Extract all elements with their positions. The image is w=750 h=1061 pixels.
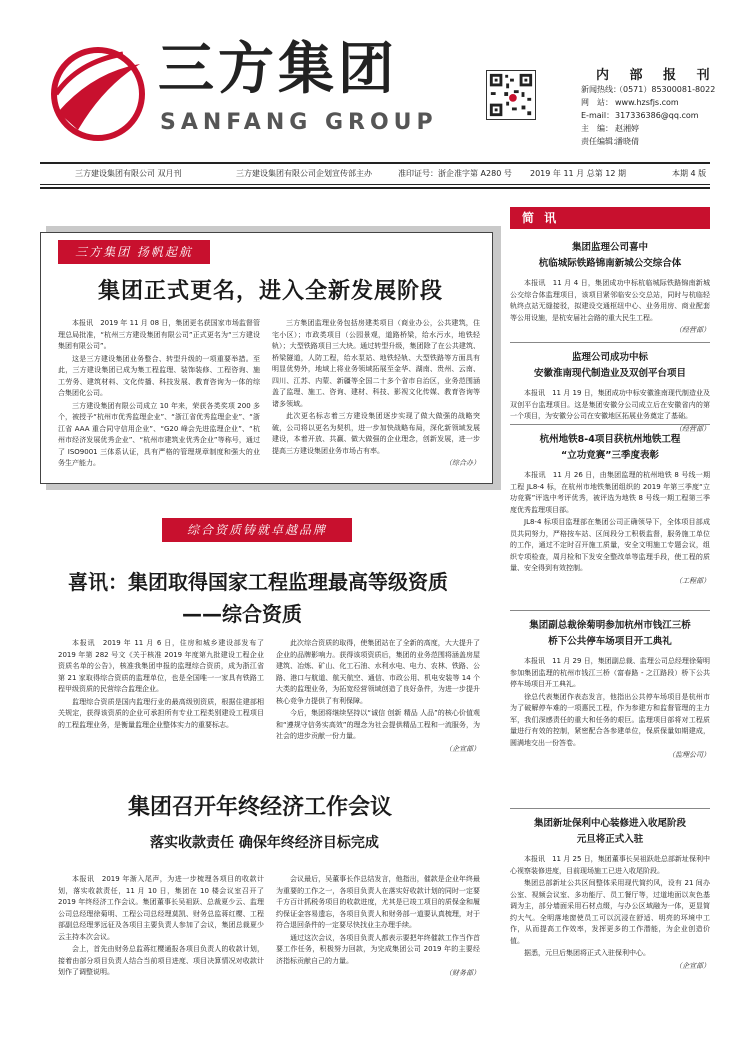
issue-date: 2019 年 11 月 总第 12 期 (530, 169, 626, 178)
responsible-editor-label: 责任编辑： (581, 137, 621, 146)
paragraph: 这是三方建设集团业务整合、转型升级的一项重要举措。至此，三方建设集团已成为集工程监理、装饰装修、工程咨询、施工劳务、建筑材料、文化传播、科技发展、教育咨询为一体的综合集团化公司。 (58, 354, 260, 397)
article1-col2 (272, 318, 480, 471)
qr-code-icon (486, 70, 536, 120)
logo-swoosh-icon (48, 42, 148, 142)
brief-divider (510, 808, 710, 809)
paragraph: 三方集团监理业务包括房建类项目（商业办公，公共建筑，住宅小区）；市政类项目（公园景观，道路桥梁，给水污水，地铁轻轨）；大型铁路项目三大块。通过转型升级，集团除了在公共建筑、桥梁隧道，人防工程，给水泵站、地铁轻轨、大型铁路等方面具有明显优势外，地域上将业务领域拓展至金华、湖南、贵州、云南、四川、江苏、内蒙、新疆等全国二十多个省市自治区，业务范围涵盖了监理、施工、咨询、建材、科技、影视文化传媒、教育咨询等诸多领域。 (272, 319, 480, 408)
brief-title-line: 监理公司成功中标 (571, 352, 648, 363)
brief-author: （经营部） (675, 424, 710, 433)
brief-title-line: “立功竞赛”三季度表彰 (561, 450, 659, 461)
article2-col2 (276, 638, 480, 756)
brief-title-line: 杭州地铁8-4项目获杭州地铁工程 (539, 434, 681, 445)
issue-pages: 本期 4 版 (672, 169, 707, 178)
paragraph: 本报讯 11 月 29 日，集团副总裁、监理公司总经理徐菊明参加集团监理的杭州市钱江三桥（富春路 - 之江路段）桥下公共停车场项目开工典礼。 (510, 657, 710, 688)
brief-title-line: 桥下公共停车场项目开工典礼 (548, 636, 672, 647)
paragraph: 监理综合资质是国内监理行业的最高级别资质，根据住建部相关规定，获得该资质的企业可承担所有专业工程类别建设工程项目的工程监理业务，是衡量监理企业整体实力的重要标志。 (58, 697, 264, 729)
paragraph: 此次综合资质的取得，使集团站在了全新的高度，大大提升了企业的品牌影响力。获得该项资质后，集团的业务范围将涵盖房屋建筑、冶炼、矿山、化工石油、水利水电、电力、农林、铁路、公路、港口与航道、航天航空、通信、市政公用、机电安装等 14 个大类的监理业务，为拓宽经营领域创造了良好条件，为进一步提升核心竞争力提供了有利保障。 (276, 639, 480, 705)
brief-author: （工程部） (675, 576, 710, 585)
paragraph: 据悉，元旦后集团将正式入驻保利中心。 (524, 949, 650, 957)
brief-title-line: 集团监理公司喜中 (571, 242, 648, 253)
paragraph: 本报讯 11 月 4 日，集团成功中标杭临城际铁路锦南新城公交综合体监理项目，该项目紧邻临安公交总站，同时与杭临轻轨终点站无缝接驳，拟建设交通枢纽中心、业务用房、商业配套等公用设施，是杭安届社会路的重大民生工程。 (510, 279, 710, 322)
article2-author: （企宣部） (445, 744, 480, 753)
website-label: 网 站： (581, 98, 613, 107)
paragraph: 今后，集团将继续坚持以“诚信 创新 精品 人品”的核心价值观和“遵规守信务实高效”的理念为社会提供精品工程和一流服务，为社会的进步贡献一份力量。 (276, 709, 480, 740)
issue-publisher: 三方建设集团有限公司 双月刊 (75, 169, 182, 178)
news-brief-header-label: 简 讯 (522, 211, 560, 225)
article1-banner: 三方集团 扬帆起航 (58, 240, 210, 264)
brief-item (510, 240, 710, 338)
email-label: E-mail： (581, 111, 615, 120)
brand-name-cn: 三方集团 (158, 37, 398, 102)
paragraph: 集团总部新址公共区间整体采用现代简约风，设有 21 间办公室、视频会议室、多功能厅、员工餐厅等，过道地面以灰色基调为主，部分墙面采用石材点缀，与办公区域融为一体，更显简约大气。全明落地窗使员工可以沉浸在舒适、明亮的环境中工作，从而提高工作效率，发挥更多的工作潜能，为企业创造价值。 (510, 879, 710, 945)
brief-author: （经营部） (675, 326, 710, 334)
paragraph: 本报讯 2019 年 11 月 08 日，集团更名获国家市场监督管理总局批准，“杭州三方建设集团有限公司”正式更名为“三方建设集团有限公司”。 (58, 319, 260, 350)
brand-name-en: SANFANG GROUP (160, 110, 438, 135)
article3-col1 (58, 874, 264, 980)
brief-divider (510, 610, 710, 611)
article3-author: （财务部） (445, 969, 480, 977)
issue-permit: 准印证号：浙企准字第 A280 号 (398, 169, 512, 178)
brief-title-line: 元旦将正式入驻 (576, 834, 644, 845)
hotline-value: （0571）85300081-8022 (615, 85, 716, 94)
brief-body (510, 388, 710, 435)
hotline-label: 新闻热线： (581, 85, 621, 94)
responsible-editor-line (581, 136, 639, 148)
website-value: www.hzsfjs.com (615, 98, 679, 107)
issue-organizer: 三方建设集团有限公司企划宣传部主办 (236, 169, 372, 178)
brief-item (510, 816, 710, 973)
brief-author: （企宣部） (675, 961, 710, 970)
article3-col2 (276, 874, 480, 981)
email-line (581, 110, 699, 122)
issue-rule-bottom (40, 187, 710, 189)
editor-in-chief-value: 赵湘婷 (615, 124, 639, 133)
news-brief-header (510, 207, 710, 229)
brief-title-line: 集团副总裁徐菊明参加杭州市钱江三桥 (529, 620, 691, 631)
article3-headline: 集团召开年终经济工作会议 (128, 795, 393, 820)
article1-author: （综合办） (445, 459, 480, 467)
article2-headline-line1: 喜讯：集团取得国家工程监理最高等级资质 (68, 570, 448, 594)
paragraph: 本报讯 11 月 26 日，由集团监理的杭州地铁 8 号线一期工程 JL8-4 标，在杭州市地铁集团组织的 2019 年第三季度“立功竞赛”评选中考评优秀，被评选为地铁 8 号线一期工程第三季度优秀监理项目部。 (510, 471, 710, 514)
paragraph: 会议最后，吴董事长作总结发言，他指出，催款是企业年终最为重要的工作之一，各项目负责人在落实好收款计划的同时一定要千方百计抓税务项目的收款进度，尤其是已竣工项目的质保金和履约保证金容易遗忘，各项目负责人和财务部一道要认真梳理，对于符合退回条件的一定要尽快找业主办理手续。 (276, 875, 480, 929)
issue-rule-top (40, 184, 710, 185)
brief-body (510, 656, 710, 762)
brief-title-line: 杭临城际铁路锦南新城公交综合体 (538, 258, 682, 269)
brief-title-line: 安徽淮南现代制造业及双创平台项目 (533, 368, 686, 379)
hotline-line (581, 84, 715, 96)
brief-body (510, 470, 710, 587)
website-line (581, 97, 679, 109)
internal-publication-label: 内 部 报 刊 (596, 68, 718, 83)
brief-body (510, 854, 710, 972)
brief-item (510, 432, 710, 588)
email-value: 317336386@qq.com (615, 111, 699, 120)
brief-item (510, 618, 710, 763)
masthead-rule (40, 162, 710, 164)
paragraph: 会上，首先由财务总监蒋红樱通报各项目负责人的收款计划，接着由部分项目负责人结合当前项目进度、项目决算情况对收款计划作了调整说明。 (58, 945, 264, 976)
article3-subheadline: 落实收款责任 确保年终经济目标完成 (150, 835, 379, 851)
article2-col1 (58, 638, 264, 732)
brief-divider (510, 424, 710, 425)
paragraph: 本报讯 11 月 19 日，集团成功中标安徽淮南现代制造业及双创平台监理项目。这是集团安徽分公司成立后在安徽省内的第一个项目，为安徽分公司在安徽地区拓展业务奠定了基础。 (510, 389, 710, 420)
paragraph: 本报讯 11 月 25 日，集团董事长吴祖跃赴总部新址保利中心视察装修进度，目前现场施工已进入收尾阶段。 (510, 855, 710, 875)
paragraph: 本报讯 2019 年 11 月 6 日，住房和城乡建设部发布了 2019 年第 282 号文《关于核准 2019 年度第九批建设工程企业资质名单的公告》，核准我集团申报的监理综合资质，成为浙江省第 21 家取得综合资质的监理单位，也是全国唯一一家具有铁路工程甲级资质的民营综合监理企业。 (58, 639, 264, 693)
paragraph: JL8-4 标项目监理部在集团公司正确领导下，全体项目部成员共同努力，严格按车站、区间段分工积极监督，服务施工单位的工作，通过不定时召开施工质量，安全文明施工专题会议，组织专项检查，周月检和下发安全整改单等监理手段，使工程的质量、安全得到有效控制。 (510, 518, 710, 572)
article2-headline-line2: ——综合资质 (182, 602, 302, 626)
paragraph: 此次更名标志着三方建设集团逐步实现了做大做强的战略突破，公司将以更名为契机，进一步加快战略布局，深化新领域发展建设，本着开放、共赢、做大做强的企业理念，创新发展，进一步提高三方建设集团业务市场占有率。 (272, 412, 480, 455)
paragraph: 通过这次会议，各项目负责人都表示要把年终催款工作当作首要工作任务，积极努力回款，为完成集团公司 2019 年的主要经济指标贡献自己的力量。 (276, 933, 480, 965)
article1-col1 (58, 318, 260, 471)
editor-in-chief-label: 主 编： (581, 124, 613, 133)
responsible-editor-value: 潘晓倩 (615, 137, 639, 146)
article2-banner: 综合资质铸就卓越品牌 (162, 518, 352, 542)
paragraph: 徐总代表集团作表态发言，他指出公共停车场项目是杭州市为了破解停车难的一项惠民工程，作为参建方和监督管理的主力军，我们深感责任的重大和任务的艰巨。监理项目部将对工程质量进行有效的控制，紧密配合各参建单位，保质保量如期建成，圆满地交出一份答卷。 (510, 692, 710, 747)
brief-author: （监理公司） (668, 751, 710, 759)
brief-title-line: 集团新址保利中心装修进入收尾阶段 (533, 818, 686, 829)
paragraph: 本报讯 2019 年渐入尾声，为进一步梳理各项目的收款计划，落实收款责任，11 月 10 日，集团在 10 楼会议室召开了 2019 年终经济工作会议。集团董事长吴祖跃、总裁夏少云、监理公司总经理徐菊明、工程公司总经理莫凯、财务总监蒋红樱、工程部副总经理茅远征及各项目主要负责人参加了会议，集团总裁夏少云主持本次会议。 (58, 875, 264, 941)
editor-in-chief-line (581, 123, 639, 135)
brief-body (510, 278, 710, 337)
brief-divider (510, 342, 710, 343)
paragraph: 三方建设集团有限公司成立 10 年来，荣获各类奖项 200 多个，被授予“杭州市优秀监理企业”、“浙江省优秀监理企业”、“浙江省 AAA 重合同守信用企业”、“G20 峰会先进监理企业”、“杭州市经济发展优秀企业”、“杭州市建筑业优秀企业”等称号，通过了 ISO9001 三体系认证，具有严格的管理规章制度和强大的业务生产能力。 (58, 401, 260, 467)
article1-headline: 集团正式更名，进入全新发展阶段 (98, 279, 444, 304)
